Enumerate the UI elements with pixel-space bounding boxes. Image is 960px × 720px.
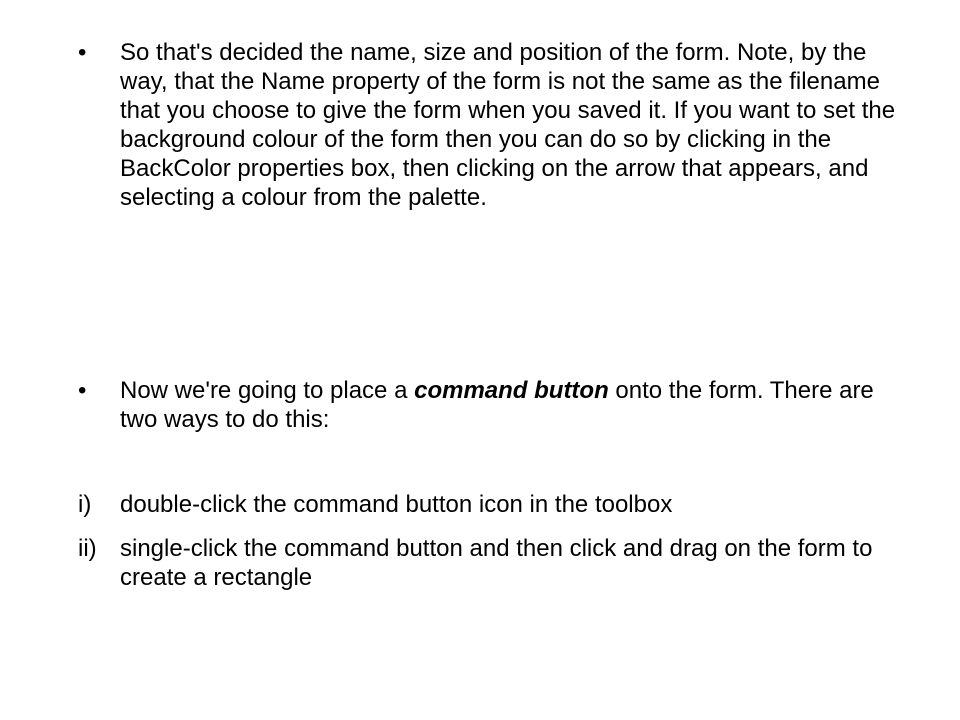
step-text: double-click the command button icon in the toolbox [120, 491, 673, 518]
bullet-mark: • [78, 39, 87, 66]
bullet-text [120, 376, 898, 434]
bullet-mark: • [78, 377, 87, 404]
bullet-text-after: onto the form. There are two ways to do this: [120, 377, 874, 433]
step-number: ii) [78, 535, 97, 562]
step-single-click [78, 534, 898, 592]
bullet-text-before: Now we're going to place a [120, 377, 415, 404]
emphasis-command-button: command button [414, 377, 609, 404]
bullet-form-properties [78, 38, 898, 212]
step-number: i) [78, 491, 92, 518]
bullet-text: So that's decided the name, size and position of the form. Note, by the way, that the Name property of the form is not the same as the filename that you choose to give the form when you saved it. If you want to set the background colour of the form then you can do so by clicking in the BackColor properties box, then clicking on the arrow that appears, and selecting a colour from the palette. [120, 39, 896, 211]
step-text: single-click the command button and then click and drag on the form to create a rectangle [120, 535, 873, 591]
bullet-command-button [78, 376, 898, 434]
step-double-click [78, 490, 898, 519]
